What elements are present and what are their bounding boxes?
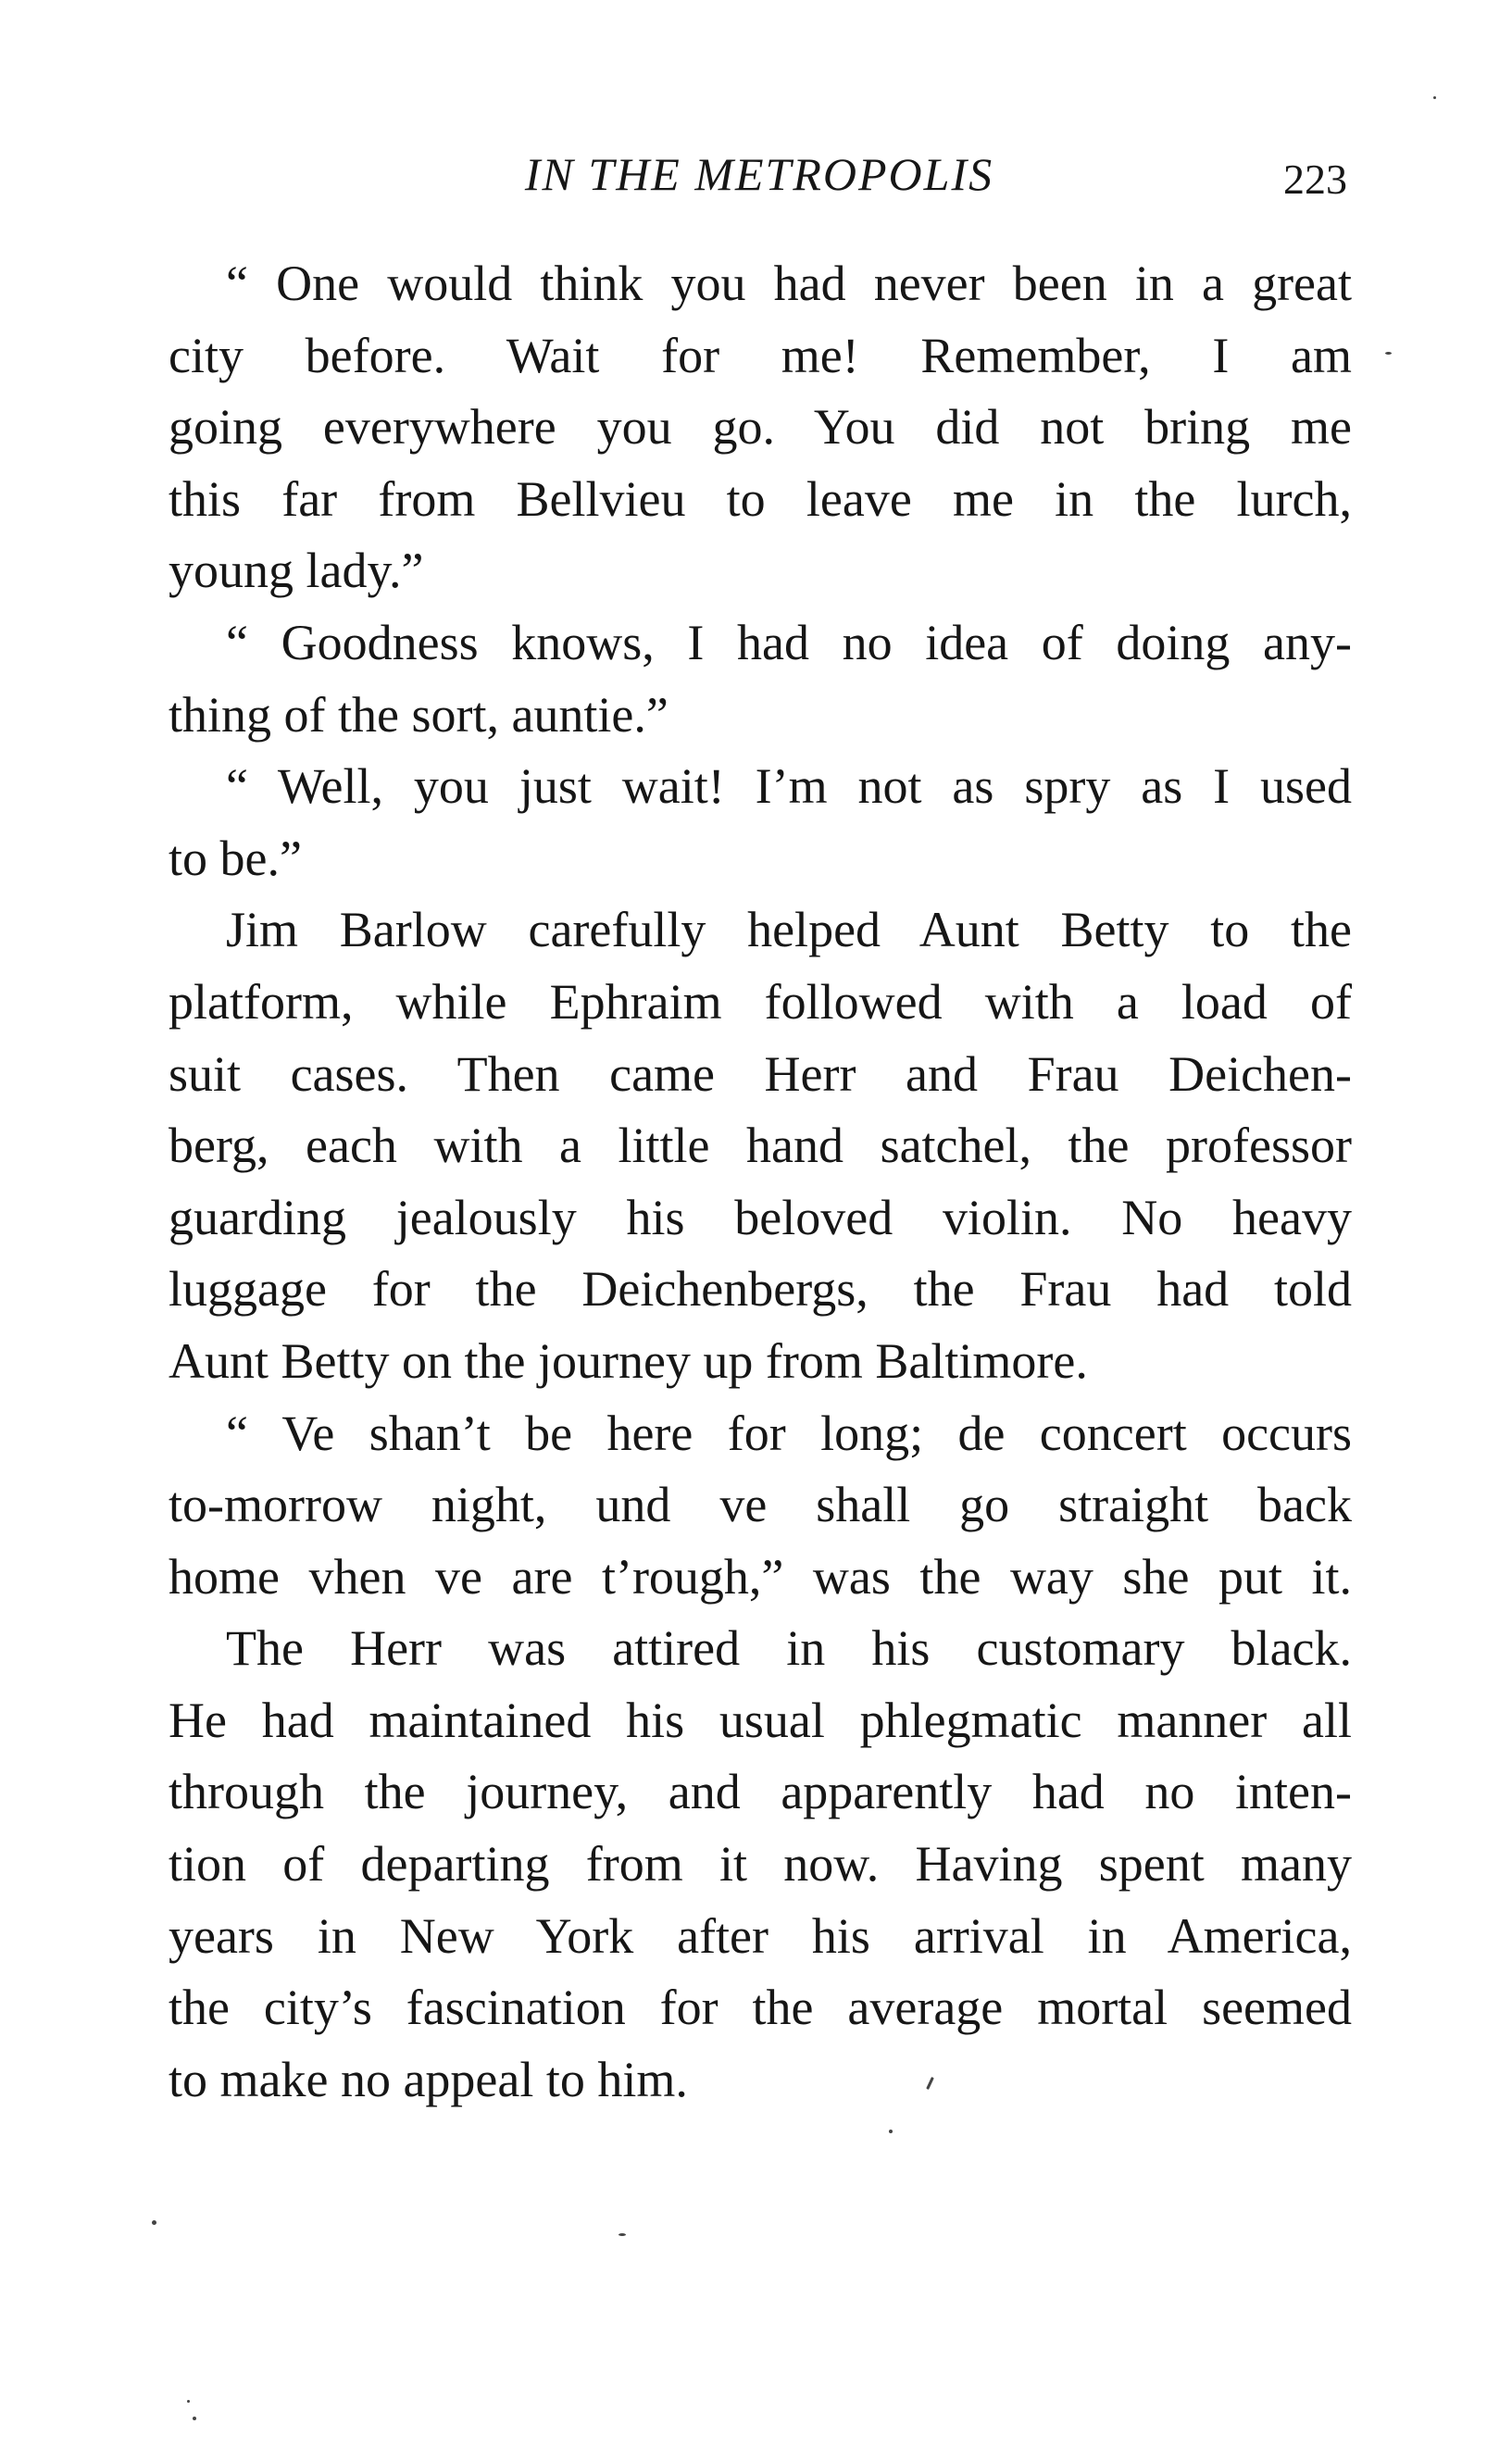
- text-line: tion of departing from it now. Having spent many: [169, 1836, 1352, 1893]
- text-line: the city’s fascination for the average mortal seemed: [169, 1980, 1352, 2036]
- scan-speck: [889, 2130, 893, 2133]
- text-line: luggage for the Deichenbergs, the Frau had told: [169, 1261, 1352, 1318]
- text-line: city before. Wait for me! Remember, I am: [169, 327, 1352, 383]
- text-line: Aunt Betty on the journey up from Baltimore.: [169, 1332, 1088, 1389]
- scan-speck: [152, 2220, 156, 2225]
- running-head: [171, 137, 1347, 211]
- scan-speck: [1385, 352, 1392, 355]
- text-line: Jim Barlow carefully helped Aunt Betty to the: [226, 902, 1352, 958]
- scan-speck: [1433, 96, 1436, 99]
- text-line: The Herr was attired in his customary black.: [226, 1620, 1352, 1677]
- body-text: [169, 248, 1352, 2116]
- text-line: platform, while Ephraim followed with a load of: [169, 973, 1352, 1030]
- text-line: He had maintained his usual phlegmatic manner all: [169, 1692, 1352, 1748]
- text-line: years in New York after his arrival in America,: [169, 1907, 1352, 1964]
- text-line: going everywhere you go. You did not bring me: [169, 399, 1352, 456]
- text-line: this far from Bellvieu to leave me in the lurch,: [169, 470, 1352, 527]
- text-line: to make no appeal to him.: [169, 2051, 688, 2107]
- text-line: through the journey, and apparently had no inten-: [169, 1764, 1352, 1820]
- text-line: berg, each with a little hand satchel, the professor: [169, 1118, 1352, 1174]
- text-line: home vhen ve are t’rough,” was the way she put it.: [169, 1548, 1352, 1605]
- text-line: “ Well, you just wait! I’m not as spry as I used: [226, 758, 1352, 815]
- text-line: young lady.”: [169, 543, 424, 599]
- text-line: “ One would think you had never been in a great: [226, 256, 1352, 311]
- scan-speck: [187, 2400, 190, 2403]
- scan-speck: [619, 2233, 626, 2236]
- scan-speck: [193, 2417, 196, 2420]
- text-line: guarding jealously his beloved violin. No heavy: [169, 1189, 1352, 1245]
- text-line: thing of the sort, auntie.”: [169, 686, 669, 743]
- text-line: suit cases. Then came Herr and Frau Deichen-: [169, 1045, 1352, 1102]
- text-line: “ Goodness knows, I had no idea of doing any-: [226, 614, 1352, 670]
- running-title: IN THE METROPOLIS: [524, 148, 994, 200]
- text-line: to-morrow night, und ve shall go straight back: [169, 1477, 1352, 1533]
- text-line: to be.”: [169, 830, 302, 886]
- text-line: “ Ve shan’t be here for long; de concert occurs: [226, 1405, 1352, 1461]
- page-number: 223: [1283, 156, 1347, 203]
